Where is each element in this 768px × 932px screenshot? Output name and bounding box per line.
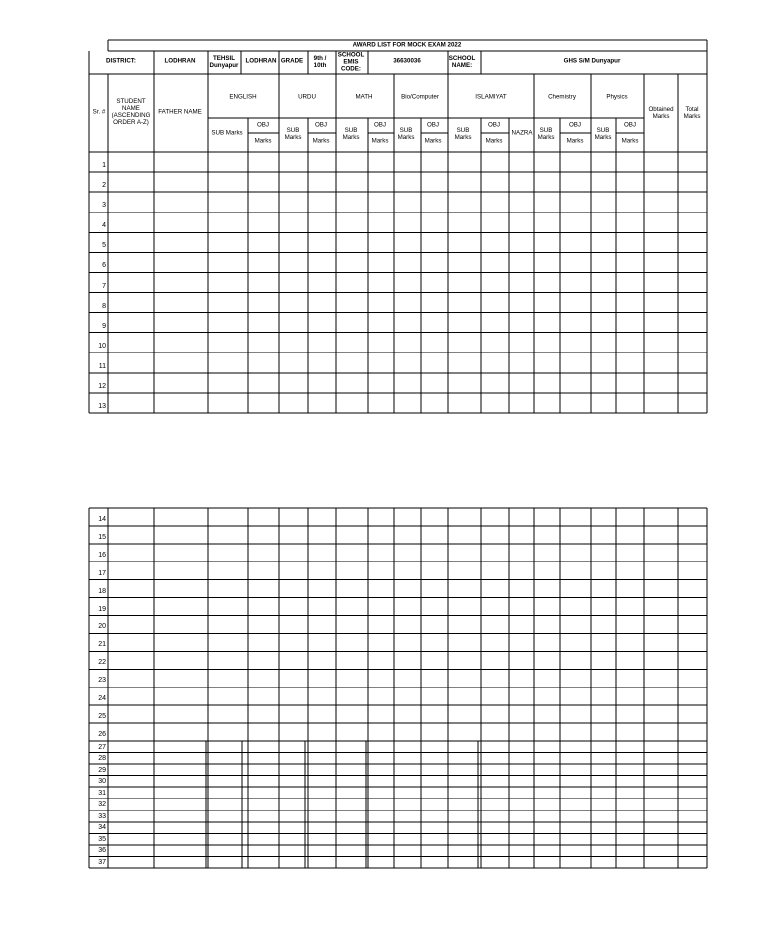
emis-value: 36630036	[393, 57, 421, 65]
chemistry-obj-marks: Marks	[566, 137, 584, 145]
urdu-obj-marks: Marks	[312, 137, 330, 145]
row-number: 29	[98, 766, 106, 774]
row-number: 13	[98, 403, 106, 410]
col-total-marks: Total Marks	[683, 106, 701, 120]
row-number: 8	[102, 302, 106, 310]
district-value: LODHRAN	[164, 57, 196, 65]
row-number: 34	[98, 824, 106, 832]
row-number: 35	[98, 835, 106, 843]
urdu-sub-marks: SUB Marks	[284, 127, 302, 141]
row-number: 5	[102, 242, 106, 250]
math-obj: OBJ	[373, 121, 387, 129]
row-number: 1	[102, 162, 106, 170]
row-number: 22	[98, 659, 106, 667]
row-number: 16	[98, 551, 106, 559]
row-number: 9	[102, 322, 106, 330]
col-chemistry: Chemistry	[548, 93, 576, 101]
islamiyat-obj-marks: Marks	[485, 137, 503, 145]
islamiyat-obj: OBJ	[487, 121, 501, 129]
row-number: 31	[98, 789, 106, 797]
col-obtained-marks: Obtained Marks	[648, 106, 674, 120]
district-label: DISTRICT:	[106, 57, 136, 65]
islamiyat-sub-marks: SUB Marks	[454, 127, 472, 141]
sheet-title: AWARD LIST FOR MOCK EXAM 2022	[352, 41, 462, 49]
school-label: SCHOOL NAME:	[448, 55, 476, 69]
col-bio-computer: Bio/Computer	[401, 93, 439, 101]
math-sub-marks: SUB Marks	[342, 127, 360, 141]
row-number: 15	[98, 533, 106, 541]
bio-obj-marks: Marks	[424, 137, 442, 145]
row-number: 4	[102, 222, 106, 230]
tehsil-label: TEHSIL Dunyapur	[209, 55, 239, 69]
row-number: 3	[102, 202, 106, 210]
row-number: 12	[98, 382, 106, 390]
row-number: 37	[98, 859, 106, 866]
row-number: 11	[98, 362, 106, 370]
row-number: 32	[98, 801, 106, 809]
row-number: 2	[102, 182, 106, 190]
col-sr: Sr. #	[92, 108, 106, 116]
english-obj: OBJ	[256, 121, 270, 129]
emis-label: SCHOOL EMIS CODE:	[337, 51, 365, 73]
english-sub-marks: SUB Marks	[211, 129, 243, 137]
col-physics: Physics	[606, 93, 628, 101]
row-number: 17	[98, 569, 106, 577]
col-urdu: URDU	[298, 93, 316, 101]
bio-obj: OBJ	[426, 121, 440, 129]
urdu-obj: OBJ	[314, 121, 328, 129]
islamiyat-nazra: NAZRA	[511, 129, 533, 137]
row-number: 23	[98, 677, 106, 685]
tehsil-value: LODHRAN	[245, 57, 277, 65]
col-student-name: STUDENT NAME (ASCENDING ORDER A-Z)	[111, 98, 151, 126]
physics-obj: OBJ	[623, 121, 637, 129]
grade-label: GRADE	[280, 57, 304, 65]
chemistry-obj: OBJ	[568, 121, 582, 129]
physics-sub-marks: SUB Marks	[594, 127, 612, 141]
row-number: 36	[98, 847, 106, 855]
col-english: ENGLISH	[229, 93, 257, 101]
physics-obj-marks: Marks	[621, 137, 639, 145]
row-number: 26	[98, 731, 106, 738]
math-obj-marks: Marks	[371, 137, 389, 145]
english-obj-marks: Marks	[254, 137, 272, 145]
school-value: GHS S/M Dunyapur	[563, 57, 621, 65]
row-number: 6	[102, 262, 106, 270]
row-number: 28	[98, 755, 106, 763]
col-father-name: FATHER NAME	[158, 108, 202, 116]
row-number: 27	[98, 743, 106, 751]
bio-sub-marks: SUB Marks	[397, 127, 415, 141]
row-number: 7	[102, 282, 106, 290]
row-number: 10	[98, 342, 106, 350]
row-number: 24	[98, 695, 106, 703]
row-number: 14	[98, 515, 106, 523]
row-number: 21	[98, 641, 106, 649]
row-number: 19	[98, 605, 106, 613]
row-number: 33	[98, 812, 106, 820]
row-number: 18	[98, 587, 106, 595]
row-number: 25	[98, 713, 106, 721]
chemistry-sub-marks: SUB Marks	[537, 127, 555, 141]
grade-value: 9th / 10th	[313, 55, 327, 69]
row-number: 30	[98, 778, 106, 786]
col-islamiyat: ISLAMIYAT	[475, 93, 507, 101]
col-math: MATH	[355, 93, 373, 101]
row-number: 20	[98, 623, 106, 631]
